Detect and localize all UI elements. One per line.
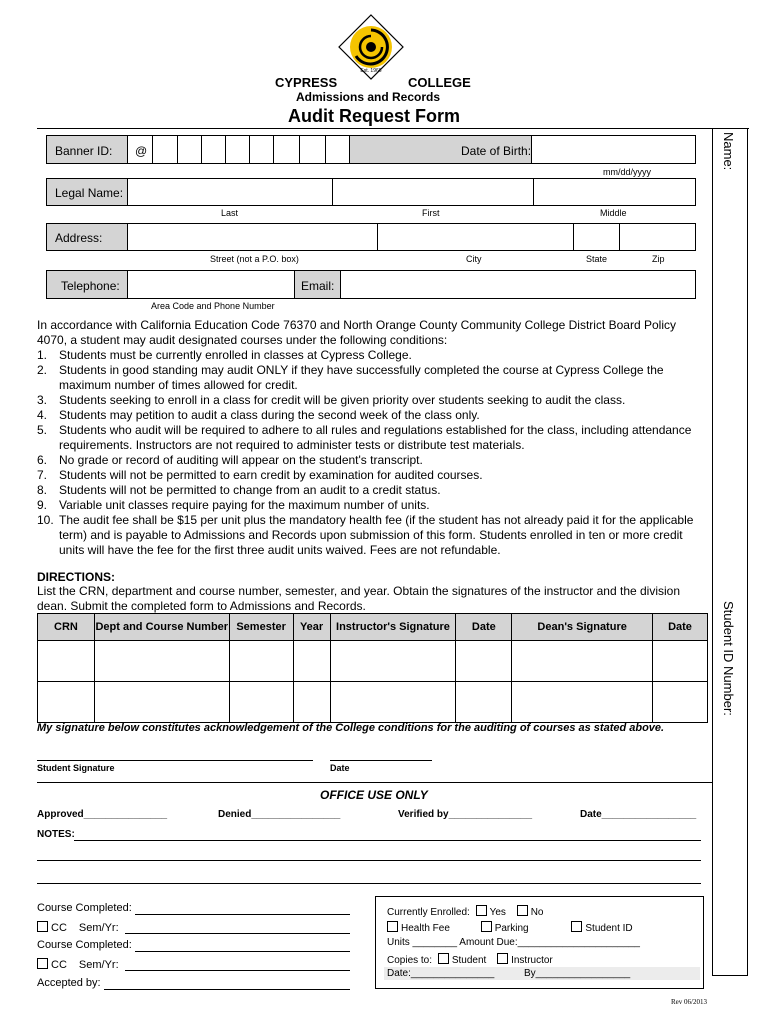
- parking-checkbox[interactable]: [481, 921, 492, 932]
- col-crn: CRN: [38, 614, 95, 641]
- city-input[interactable]: [377, 223, 571, 251]
- cc-row-1: CC Sem/Yr:: [37, 921, 119, 934]
- currently-enrolled-row: Currently Enrolled: Yes No: [387, 907, 544, 918]
- phone-hint: Area Code and Phone Number: [151, 301, 275, 311]
- yes-checkbox[interactable]: [476, 905, 487, 916]
- notes-line-3[interactable]: [37, 883, 701, 884]
- dob-input[interactable]: [531, 135, 695, 164]
- instructor-signature-cell[interactable]: [330, 641, 456, 682]
- last-hint: Last: [221, 208, 239, 218]
- rule-item: 3. Students seeking to enroll in a class for credit will be given priority over students seeking to audit the class.: [37, 393, 626, 407]
- semester-cell[interactable]: [229, 641, 293, 682]
- notes-label: NOTES:: [37, 829, 75, 840]
- year-cell[interactable]: [293, 682, 330, 723]
- course-table: [37, 613, 708, 723]
- dept-course-cell[interactable]: [94, 641, 229, 682]
- student-id-checkbox[interactable]: [571, 921, 582, 932]
- col-dean-signature: Dean's Signature: [512, 614, 653, 641]
- side-name-label: Name:: [721, 132, 736, 171]
- banner-id-input[interactable]: [58, 135, 298, 164]
- date-cell[interactable]: [456, 641, 512, 682]
- semyr-line-2[interactable]: [125, 970, 350, 971]
- year-cell[interactable]: [293, 641, 330, 682]
- course-completed-label-1: Course Completed:: [37, 902, 132, 914]
- banner-id-label: Banner ID:: [55, 144, 113, 158]
- dob-label: Date of Birth:: [461, 144, 532, 158]
- crn-cell[interactable]: [38, 682, 95, 723]
- state-input[interactable]: [573, 223, 617, 251]
- legal-name-label: Legal Name:: [55, 186, 124, 200]
- dean-signature-cell[interactable]: [512, 682, 653, 723]
- status-by-field[interactable]: By_________________: [524, 968, 631, 979]
- approved-field[interactable]: Approved_______________: [37, 809, 168, 820]
- table-row: [38, 682, 708, 723]
- last-name-input[interactable]: [127, 178, 330, 206]
- date-cell-2[interactable]: [653, 641, 708, 682]
- col-year: Year: [293, 614, 330, 641]
- accepted-by-line[interactable]: [104, 989, 350, 990]
- dean-signature-cell[interactable]: [512, 641, 653, 682]
- col-dept-course: Dept and Course Number: [94, 614, 229, 641]
- signature-date-label: Date: [330, 763, 350, 773]
- col-date-2: Date: [653, 614, 708, 641]
- email-input[interactable]: [340, 270, 695, 299]
- signature-date-line[interactable]: [330, 760, 432, 761]
- notes-line-1[interactable]: [74, 840, 701, 841]
- college-logo: [338, 14, 404, 80]
- rule-item: 4. Students may petition to audit a class during the second week of the class only.: [37, 408, 480, 422]
- cc-checkbox[interactable]: [37, 958, 48, 969]
- city-hint: City: [466, 254, 482, 264]
- first-hint: First: [422, 208, 440, 218]
- col-semester: Semester: [229, 614, 293, 641]
- copy-student-checkbox[interactable]: [438, 953, 449, 964]
- course-completed-label-2: Course Completed:: [37, 939, 132, 951]
- student-signature-line[interactable]: [37, 760, 313, 761]
- date-cell-2[interactable]: [653, 682, 708, 723]
- office-rule: [37, 782, 712, 783]
- rules-list: [37, 348, 709, 558]
- side-strip: [712, 128, 748, 976]
- directions-text: List the CRN, department and course number, semester, and year. Obtain the signatures of the instructor and the division dean. Submit the completed form to Admissions and Records.: [37, 584, 681, 613]
- cc-checkbox[interactable]: [37, 921, 48, 932]
- col-date: Date: [456, 614, 512, 641]
- crn-cell[interactable]: [38, 641, 95, 682]
- rule-item: 6. No grade or record of auditing will appear on the student's transcript.: [37, 453, 423, 467]
- semyr-line-1[interactable]: [125, 933, 350, 934]
- student-signature-label: Student Signature: [37, 763, 115, 773]
- logo-seal-text: Est. 1966: [360, 68, 382, 74]
- table-row: [38, 641, 708, 682]
- top-rule: [37, 128, 749, 129]
- fees-row: Health Fee Parking Student ID: [387, 921, 633, 934]
- address-label: Address:: [55, 231, 103, 245]
- directions-heading: DIRECTIONS:: [37, 570, 115, 584]
- rule-item: 8. Students will not be permitted to change from an audit to a credit status.: [37, 483, 441, 497]
- state-hint: State: [586, 254, 608, 264]
- rule-item: 7. Students will not be permitted to earn credit by examination for audited courses.: [37, 468, 483, 482]
- intro-text: In accordance with California Education Code 76370 and North Orange County Community College District Board Policy 4070, a student may audit designated courses under the following conditions:: [37, 318, 676, 347]
- cc-row-2: CC Sem/Yr:: [37, 958, 119, 971]
- rule-item: 9. Variable unit classes require paying for the maximum number of units.: [37, 498, 430, 512]
- zip-input[interactable]: [619, 223, 695, 251]
- acknowledgement-text: My signature below constitutes acknowledgement of the College conditions for the auditing of courses as stated above.: [37, 722, 665, 734]
- instructor-signature-cell[interactable]: [330, 682, 456, 723]
- copy-instructor-checkbox[interactable]: [497, 953, 508, 964]
- middle-name-input[interactable]: [533, 178, 695, 206]
- status-date-field[interactable]: Date:_______________: [387, 968, 495, 979]
- health-fee-checkbox[interactable]: [387, 921, 398, 932]
- semester-cell[interactable]: [229, 682, 293, 723]
- office-use-title: OFFICE USE ONLY: [320, 788, 428, 802]
- college-name-left: CYPRESS: [275, 75, 338, 90]
- copies-to-row: Copies to: Student Instructor: [387, 955, 553, 966]
- revision-label: Rev 06/2013: [671, 998, 707, 1006]
- street-hint: Street (not a P.O. box): [210, 254, 299, 264]
- verified-by-field[interactable]: Verified by_______________: [398, 809, 532, 820]
- middle-hint: Middle: [600, 208, 627, 218]
- office-date-field[interactable]: Date_________________: [580, 809, 697, 820]
- rule-item: 1. Students must be currently enrolled in classes at Cypress College.: [37, 348, 412, 362]
- telephone-input[interactable]: [127, 270, 292, 299]
- email-label: Email:: [301, 279, 335, 293]
- course-completed-line-1[interactable]: [135, 914, 350, 915]
- course-completed-line-2[interactable]: [135, 951, 350, 952]
- dept-course-cell[interactable]: [94, 682, 229, 723]
- rule-item: 2. Students in good standing may audit ONLY if they have successfully completed the course at Cypress College the maximum number of times allowed for credit.: [37, 363, 664, 392]
- accepted-by-label: Accepted by:: [37, 977, 101, 989]
- col-instructor-signature: Instructor's Signature: [330, 614, 456, 641]
- status-box: [375, 896, 704, 989]
- department-name: Admissions and Records: [296, 90, 441, 104]
- date-cell[interactable]: [456, 682, 512, 723]
- units-amount-row[interactable]: Units ________ Amount Due:______________________: [387, 937, 640, 948]
- rule-item: 10. The audit fee shall be $15 per unit plus the mandatory health fee (if the student has not already paid it for the applicable term) and is payable to Admissions and Records upon submission of this form. Students enrolled in ten or more credit units will have the fee for the first three audit units waived. Fees are not refundable.: [37, 513, 694, 557]
- side-student-id-label: Student ID Number:: [721, 601, 736, 716]
- notes-line-2[interactable]: [37, 860, 701, 861]
- denied-field[interactable]: Denied________________: [218, 809, 341, 820]
- street-input[interactable]: [127, 223, 375, 251]
- form-title: Audit Request Form: [288, 106, 461, 126]
- college-name-right: COLLEGE: [408, 75, 471, 90]
- telephone-label: Telephone:: [61, 279, 120, 293]
- zip-hint: Zip: [652, 254, 665, 264]
- at-sign: @: [135, 144, 148, 158]
- rule-item: 5. Students who audit will be required to adhere to all rules and regulations established for the class, including attendance requirements. Instructors are not required to administer tests or distribute test materials.: [37, 423, 692, 452]
- first-name-input[interactable]: [332, 178, 531, 206]
- no-checkbox[interactable]: [517, 905, 528, 916]
- dob-hint: mm/dd/yyyy: [603, 167, 652, 177]
